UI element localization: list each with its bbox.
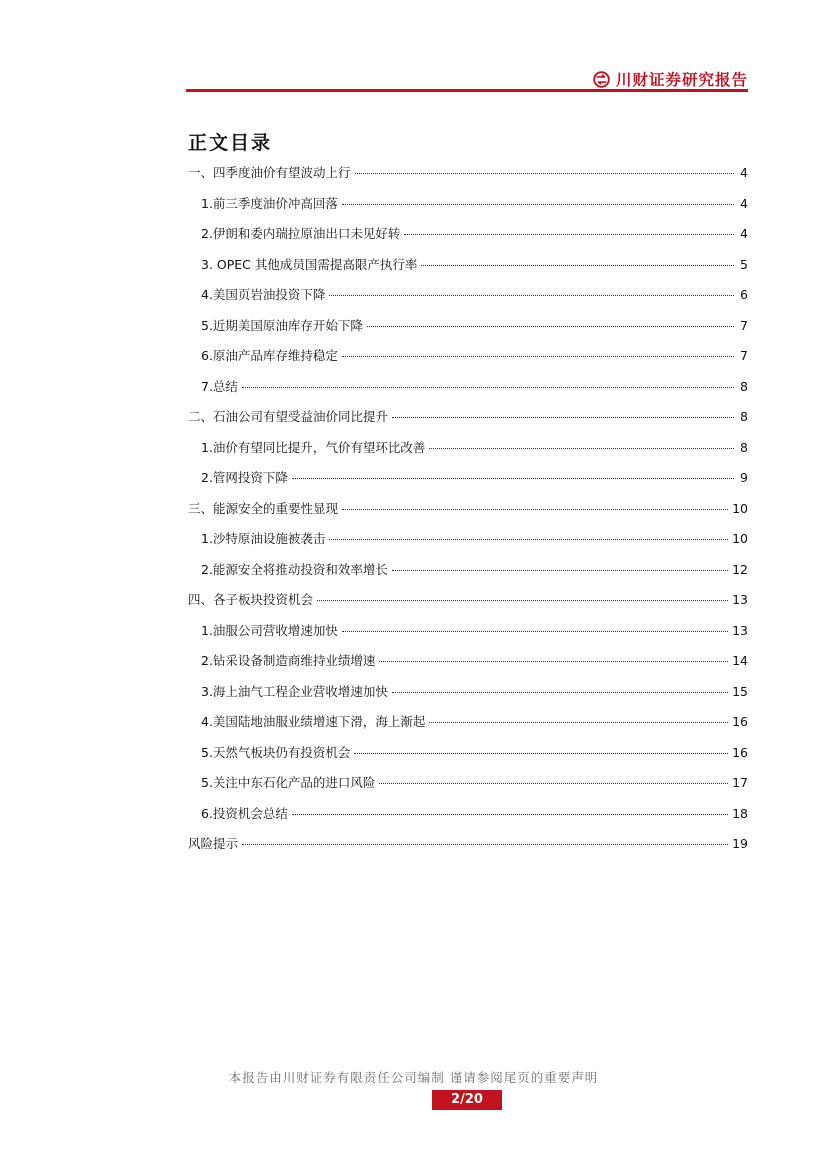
- toc-entry-label: 二、石油公司有望受益油价同比提升: [188, 409, 389, 424]
- toc-leader-dots: [242, 387, 734, 388]
- toc-entry-label: 1.沙特原油设施被袭击: [201, 531, 326, 546]
- toc-entry-label: 1.前三季度油价冲高回落: [201, 195, 338, 211]
- toc-entry-page: 13: [732, 592, 748, 607]
- toc-entry[interactable]: [188, 407, 748, 438]
- toc-entry-label: 2.能源安全将推动投资和效率增长: [201, 561, 388, 577]
- toc-leader-dots: [404, 234, 734, 235]
- toc-entry[interactable]: [188, 499, 748, 530]
- toc-entry[interactable]: [188, 529, 748, 560]
- toc-entry[interactable]: [188, 194, 748, 225]
- page-number: 2/20: [432, 1090, 502, 1110]
- toc-leader-dots: [429, 722, 728, 723]
- toc-entry-page: 7: [740, 317, 748, 333]
- toc-leader-dots: [342, 631, 728, 632]
- toc-entry-page: 6: [740, 287, 748, 302]
- toc-entry[interactable]: [188, 590, 748, 621]
- toc-entry[interactable]: [188, 316, 748, 347]
- toc-entry[interactable]: [188, 834, 748, 865]
- toc-entry-label: 7.总结: [201, 378, 238, 394]
- toc-entry-page: 8: [740, 439, 748, 455]
- toc-entry-page: 4: [740, 195, 748, 211]
- toc-entry-label: 2.钻采设备制造商维持业绩增速: [201, 653, 376, 668]
- toc-entry-label: 6.投资机会总结: [201, 805, 288, 821]
- toc-leader-dots: [421, 265, 734, 266]
- toc-leader-dots: [342, 204, 734, 205]
- circle-s-logo-icon: [593, 71, 610, 88]
- toc-entry[interactable]: [188, 224, 748, 255]
- toc-entry-label: 4.美国陆地油服业绩增速下滑，海上渐起: [201, 714, 426, 729]
- toc-leader-dots: [367, 326, 734, 327]
- toc-entry-page: 12: [732, 561, 748, 577]
- toc-entry-label: 一、四季度油价有望波动上行: [188, 165, 351, 180]
- toc-leader-dots: [329, 295, 734, 296]
- toc-leader-dots: [392, 570, 728, 571]
- toc-entry[interactable]: [188, 163, 748, 194]
- toc-entry-label: 三、能源安全的重要性显现: [188, 500, 339, 516]
- page-header: [186, 66, 748, 92]
- footer-disclaimer: 本报告由川财证券有限责任公司编制 谨请参阅尾页的重要声明: [228, 1070, 599, 1085]
- toc-entry[interactable]: [188, 651, 748, 682]
- toc-entry-label: 5.天然气板块仍有投资机会: [201, 744, 351, 760]
- toc-entry[interactable]: [188, 804, 748, 835]
- toc-entry-page: 16: [732, 744, 748, 760]
- toc-entry[interactable]: [188, 743, 748, 774]
- toc-entry-page: 4: [740, 226, 748, 241]
- toc-entry-page: 19: [732, 836, 748, 851]
- toc-entry-label: 6.原油产品库存维持稳定: [201, 348, 338, 363]
- toc-leader-dots: [355, 173, 734, 174]
- toc-entry-page: 17: [732, 775, 748, 790]
- toc-entry[interactable]: [188, 560, 748, 591]
- brand: [593, 68, 748, 90]
- brand-name: 川财证券研究报告: [615, 71, 748, 89]
- toc-entry-label: 风险提示: [188, 836, 239, 851]
- toc-entry[interactable]: [188, 621, 748, 652]
- toc-entry[interactable]: [188, 285, 748, 316]
- toc-leader-dots: [392, 692, 728, 693]
- toc-entry-page: 4: [740, 165, 748, 180]
- toc-entry[interactable]: [188, 346, 748, 377]
- toc-entry[interactable]: [188, 255, 748, 286]
- toc-entry-page: 7: [740, 348, 748, 363]
- toc-entry-page: 15: [732, 683, 748, 699]
- toc-leader-dots: [342, 509, 728, 510]
- toc-leader-dots: [354, 753, 728, 754]
- toc-leader-dots: [379, 661, 728, 662]
- table-of-contents: [188, 163, 748, 865]
- toc-leader-dots: [329, 539, 728, 540]
- toc-entry[interactable]: [188, 682, 748, 713]
- toc-leader-dots: [242, 844, 728, 845]
- toc-entry-page: 5: [740, 256, 748, 272]
- toc-entry-page: 14: [732, 653, 748, 668]
- toc-entry-page: 8: [740, 378, 748, 394]
- toc-entry-label: 4.美国页岩油投资下降: [201, 287, 326, 302]
- toc-entry-label: 四、各子板块投资机会: [188, 592, 314, 607]
- toc-entry-page: 18: [732, 805, 748, 821]
- toc-entry-page: 13: [732, 622, 748, 638]
- toc-entry-page: 10: [732, 531, 748, 546]
- toc-entry-label: 2.管网投资下降: [201, 470, 288, 485]
- toc-entry-label: 5.近期美国原油库存开始下降: [201, 317, 363, 333]
- toc-entry-label: 3.海上油气工程企业营收增速加快: [201, 683, 388, 699]
- toc-entry-page: 16: [732, 714, 748, 729]
- toc-entry[interactable]: [188, 773, 748, 804]
- toc-entry-label: 5.关注中东石化产品的进口风险: [201, 775, 376, 790]
- toc-entry-label: 3. OPEC 其他成员国需提高限产执行率: [201, 256, 418, 272]
- toc-entry-label: 2.伊朗和委内瑞拉原油出口未见好转: [201, 226, 401, 241]
- toc-leader-dots: [392, 417, 734, 418]
- toc-entry-label: 1.油服公司营收增速加快: [201, 622, 338, 638]
- header-rule: [186, 89, 748, 92]
- toc-entry[interactable]: [188, 468, 748, 499]
- toc-entry[interactable]: [188, 712, 748, 743]
- toc-leader-dots: [379, 783, 728, 784]
- toc-entry[interactable]: [188, 438, 748, 469]
- toc-leader-dots: [292, 814, 728, 815]
- toc-entry[interactable]: [188, 377, 748, 408]
- toc-entry-page: 8: [740, 409, 748, 424]
- toc-entry-page: 10: [732, 500, 748, 516]
- toc-leader-dots: [292, 478, 734, 479]
- toc-leader-dots: [317, 600, 728, 601]
- toc-leader-dots: [342, 356, 734, 357]
- toc-entry-label: 1.油价有望同比提升，气价有望环比改善: [201, 439, 426, 455]
- toc-title: 正文目录: [188, 132, 273, 154]
- toc-entry-page: 9: [740, 470, 748, 485]
- toc-leader-dots: [429, 448, 734, 449]
